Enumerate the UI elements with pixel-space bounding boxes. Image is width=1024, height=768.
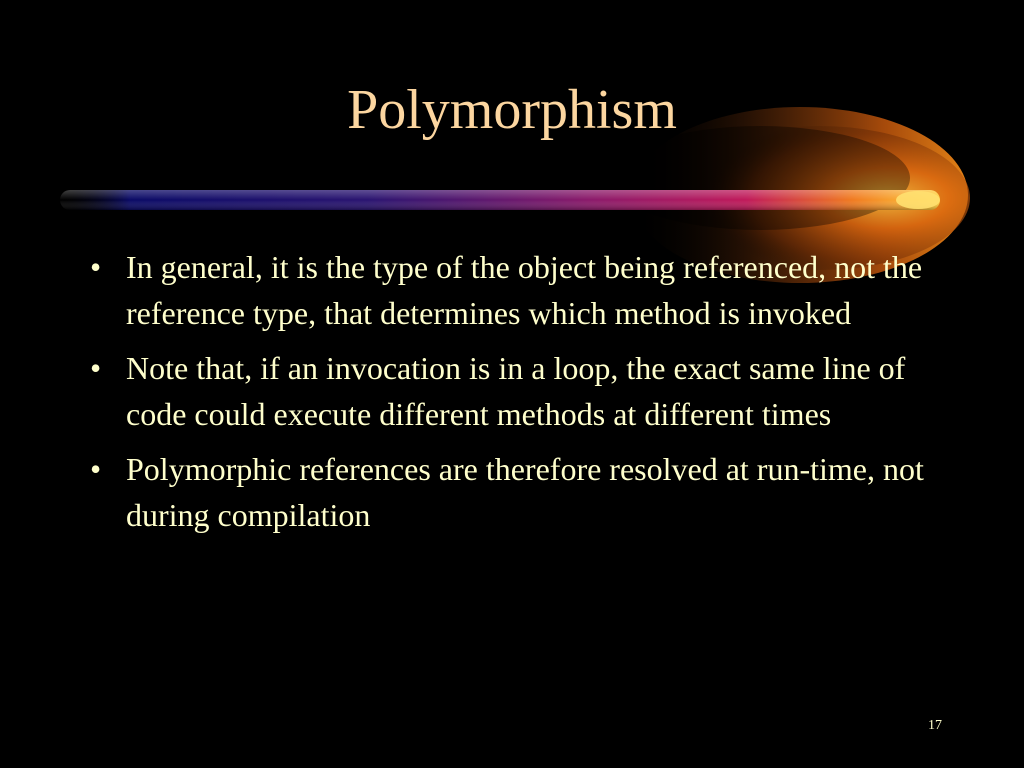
bullet-text: In general, it is the type of the object being referenced, not the reference type, that determines which method is invoked: [126, 249, 923, 331]
bullet-marker: •: [90, 451, 102, 487]
page-number: 17: [928, 718, 942, 733]
bullet-marker: •: [90, 350, 102, 386]
bullet-text: Polymorphic references are therefore resolved at run-time, not during compilation: [126, 451, 924, 533]
bullet-marker: •: [90, 249, 102, 285]
bullet-item: [90, 244, 950, 336]
slide-title: Polymorphism: [347, 79, 677, 141]
bullet-item: [90, 345, 950, 437]
bullet-text: Note that, if an invocation is in a loop, the exact same line of code could execute different methods at different times: [126, 350, 906, 432]
bullet-list: [90, 244, 950, 547]
bullet-item: [90, 446, 950, 538]
